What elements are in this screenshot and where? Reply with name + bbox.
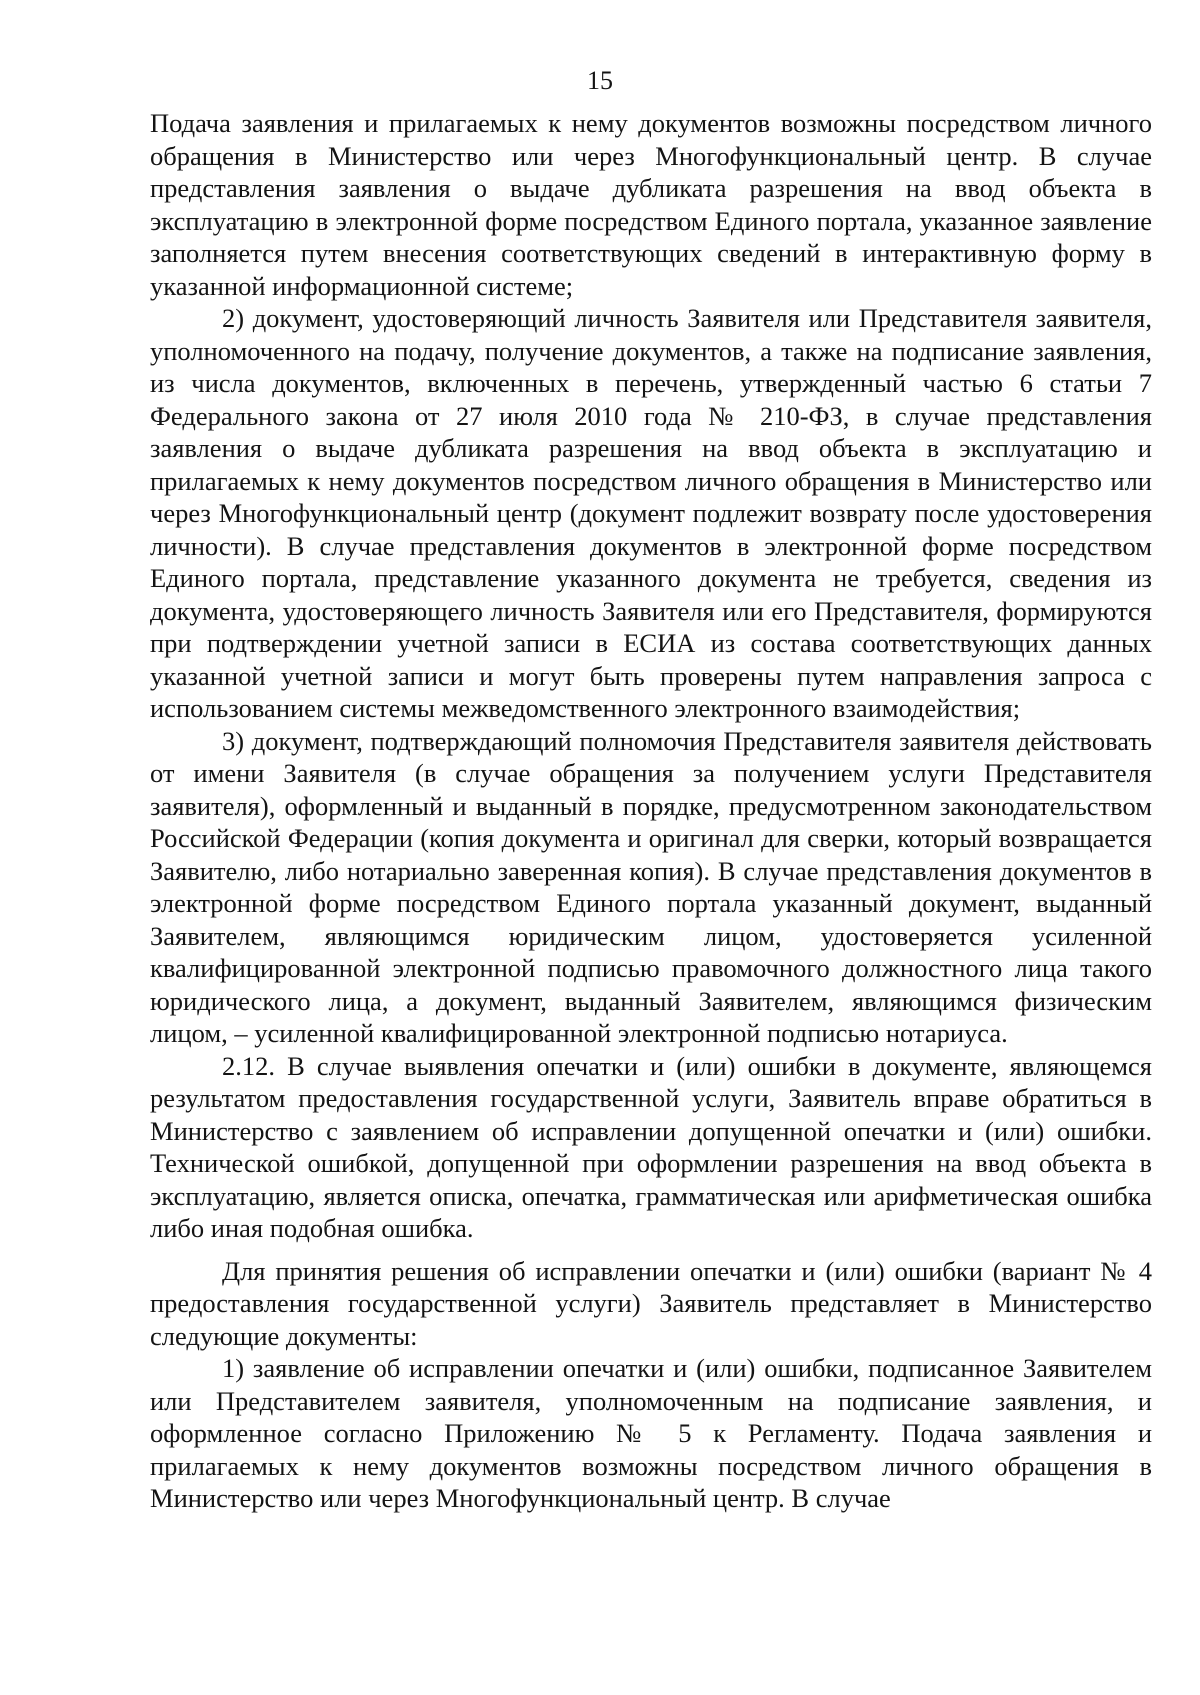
page-number: 15 <box>587 66 613 95</box>
paragraph-item-1-correction-request: 1) заявление об исправлении опечатки и (или) ошибки, подписанное Заявителем или Представителем заявителя, уполномоченным на подписание заявления, и оформленное согласно Приложению № 5 к Регламенту. Подача заявления и прилагаемых к нему документов возможны посредством личного обращения в Министерство или через Многофункциональный центр. В случае <box>150 1353 1152 1513</box>
paragraph-continuation: Подача заявления и прилагаемых к нему документов возможны посредством личного обращения в Министерство или через Многофункциональный центр. В случае представления заявления о выдаче дубликата разрешения на ввод объекта в эксплуатацию в электронной форме посредством Единого портала, указанное заявление заполняется путем внесения соответствующих сведений в интерактивную форму в указанной информационной системе; <box>150 108 1152 301</box>
paragraph-item-3-authority-document: 3) документ, подтверждающий полномочия Представителя заявителя действовать от имени Заявителя (в случае обращения за получением услуги Представителя заявителя), оформленный и выданный в порядке, предусмотренном законодательством Российской Федерации (копия документа и оригинал для сверки, который возвращается Заявителю, либо нотариально заверенная копия). В случае представления документов в электронной форме посредством Единого портала указанный документ, выданный Заявителем, являющимся юридическим лицом, удостоверяется усиленной квалифицированной электронной подписью правомочного должностного лица такого юридического лица, а документ, выданный Заявителем, являющимся физическим лицом, – усиленной квалифицированной электронной подписью нотариуса. <box>150 725 1152 1048</box>
paragraph-item-2-identity-document: 2) документ, удостоверяющий личность Заявителя или Представителя заявителя, уполномоченного на подачу, получение документов, а также на подписание заявления, из числа документов, включенных в перечень, утвержденный частью 6 статьи 7 Федерального закона от 27 июля 2010 года № 210-ФЗ, в случае представления заявления о выдаче дубликата разрешения на ввод объекта в эксплуатацию и прилагаемых к нему документов посредством личного обращения в Министерство или через Многофункциональный центр (документ подлежит возврату после удостоверения личности). В случае представления документов в электронной форме посредством Единого портала, представление указанного документа не требуется, сведения из документа, удостоверяющего личность Заявителя или его Представителя, формируются при подтверждении учетной записи в ЕСИА из состава соответствующих данных указанной учетной записи и могут быть проверены путем направления запроса с использованием системы межведомственного электронного взаимодействия; <box>150 303 1152 723</box>
paragraph-required-documents: Для принятия решения об исправлении опечатки и (или) ошибки (вариант № 4 предоставления государственной услуги) Заявитель представляет в Министерство следующие документы: <box>150 1255 1152 1351</box>
document-body <box>150 107 1152 1515</box>
paragraph-section-2-12: 2.12. В случае выявления опечатки и (или) ошибки в документе, являющемся результатом предоставления государственной услуги, Заявитель вправе обратиться в Министерство с заявлением об исправлении допущенной опечатки и (или) ошибки. Технической ошибкой, допущенной при оформлении разрешения на ввод объекта в эксплуатацию, является описка, опечатка, грамматическая или арифметическая ошибка либо иная подобная ошибка. <box>150 1050 1152 1243</box>
